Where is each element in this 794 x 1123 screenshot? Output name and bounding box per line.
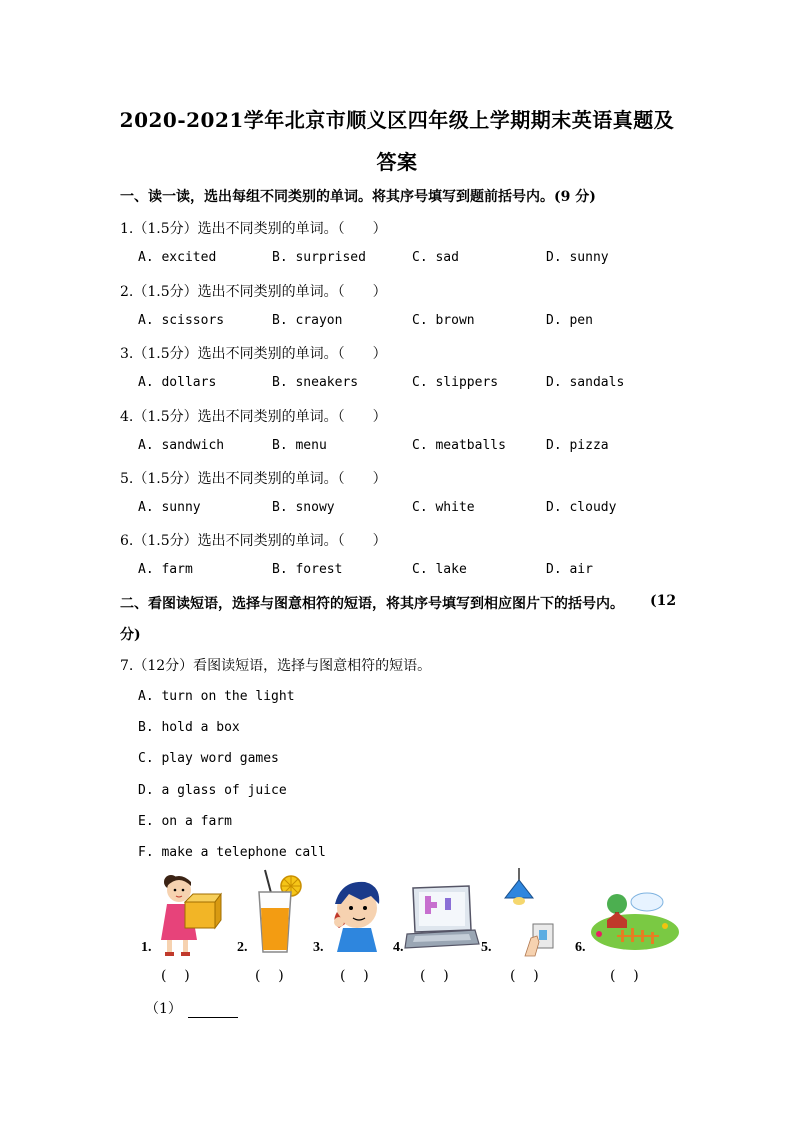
answer-paren-6[interactable]: ( ) bbox=[610, 968, 639, 984]
section-2-heading: 二、看图读短语，选择与图意相符的短语，将其序号填写到相应图片下的括号内。 bbox=[120, 596, 624, 612]
phrase-b: B. hold a box bbox=[138, 720, 240, 735]
option: A. excited bbox=[138, 250, 217, 265]
phrase-c: C. play word games bbox=[138, 751, 279, 766]
option: D. air bbox=[546, 562, 593, 577]
option: C. meatballs bbox=[412, 438, 506, 453]
option: A. scissors bbox=[138, 313, 225, 328]
answer-underline[interactable] bbox=[188, 1003, 238, 1018]
section-2-heading-cont: 分) bbox=[120, 627, 141, 643]
option: C. white bbox=[412, 500, 475, 515]
option: B. crayon bbox=[272, 313, 343, 328]
section-1-heading: 一、读一读，选出每组不同类别的单词。将其序号填写到题前括号内。(9 分) bbox=[120, 189, 596, 205]
option: A. farm bbox=[138, 562, 193, 577]
page-title-line-1: 2020-2021学年北京市顺义区四年级上学期期末英语真题及 bbox=[119, 108, 675, 132]
option: A. dollars bbox=[138, 375, 217, 390]
option: B. sneakers bbox=[272, 375, 359, 390]
picture-number: 4. bbox=[393, 940, 404, 955]
question-4-stem: 4.（1.5分）选出不同类别的单词。（ ） bbox=[120, 409, 387, 425]
phrase-e: E. on a farm bbox=[138, 814, 232, 829]
question-7-stem: 7.（12分）看图读短语，选择与图意相符的短语。 bbox=[120, 658, 432, 674]
answer-paren-3[interactable]: ( ) bbox=[340, 968, 369, 984]
question-6-stem: 6.（1.5分）选出不同类别的单词。（ ） bbox=[120, 533, 387, 549]
option: A. sunny bbox=[138, 500, 201, 515]
picture-number: 5. bbox=[481, 940, 492, 955]
option: B. snowy bbox=[272, 500, 335, 515]
option: B. menu bbox=[272, 438, 327, 453]
option: C. sad bbox=[412, 250, 459, 265]
option: D. sandals bbox=[546, 375, 625, 390]
picture-number: 1. bbox=[141, 940, 152, 955]
question-2-stem: 2.（1.5分）选出不同类别的单词。（ ） bbox=[120, 284, 387, 300]
option: C. brown bbox=[412, 313, 475, 328]
page-title-line-2: 答案 bbox=[376, 150, 418, 174]
lamp-switch-icon bbox=[489, 868, 569, 958]
phrase-d: D. a glass of juice bbox=[138, 783, 287, 798]
option: D. pen bbox=[546, 313, 593, 328]
phrase-f: F. make a telephone call bbox=[138, 845, 326, 860]
answer-paren-1[interactable]: ( ) bbox=[161, 968, 190, 984]
phrase-a: A. turn on the light bbox=[138, 689, 295, 704]
question-1-stem: 1.（1.5分）选出不同类别的单词。（ ） bbox=[120, 221, 387, 237]
option: D. cloudy bbox=[546, 500, 617, 515]
question-5-stem: 5.（1.5分）选出不同类别的单词。（ ） bbox=[120, 471, 387, 487]
laptop-word-game-icon bbox=[401, 868, 481, 958]
option: D. sunny bbox=[546, 250, 609, 265]
option: C. lake bbox=[412, 562, 467, 577]
answer-paren-2[interactable]: ( ) bbox=[255, 968, 284, 984]
picture-number: 3. bbox=[313, 940, 324, 955]
picture-number: 2. bbox=[237, 940, 248, 955]
boy-on-phone-icon bbox=[321, 868, 401, 958]
answer-paren-5[interactable]: ( ) bbox=[510, 968, 539, 984]
picture-number: 6. bbox=[575, 940, 586, 955]
picture-row bbox=[135, 868, 695, 988]
option: A. sandwich bbox=[138, 438, 225, 453]
option: B. surprised bbox=[272, 250, 366, 265]
girl-holding-box-icon bbox=[149, 868, 229, 958]
answer-label: （1） bbox=[145, 1001, 182, 1017]
farm-icon bbox=[587, 868, 683, 958]
section-2-score: (12 bbox=[650, 593, 677, 609]
answer-blank-1 bbox=[145, 998, 238, 1018]
option: B. forest bbox=[272, 562, 343, 577]
question-3-stem: 3.（1.5分）选出不同类别的单词。（ ） bbox=[120, 346, 387, 362]
option: D. pizza bbox=[546, 438, 609, 453]
answer-paren-4[interactable]: ( ) bbox=[420, 968, 449, 984]
option: C. slippers bbox=[412, 375, 499, 390]
